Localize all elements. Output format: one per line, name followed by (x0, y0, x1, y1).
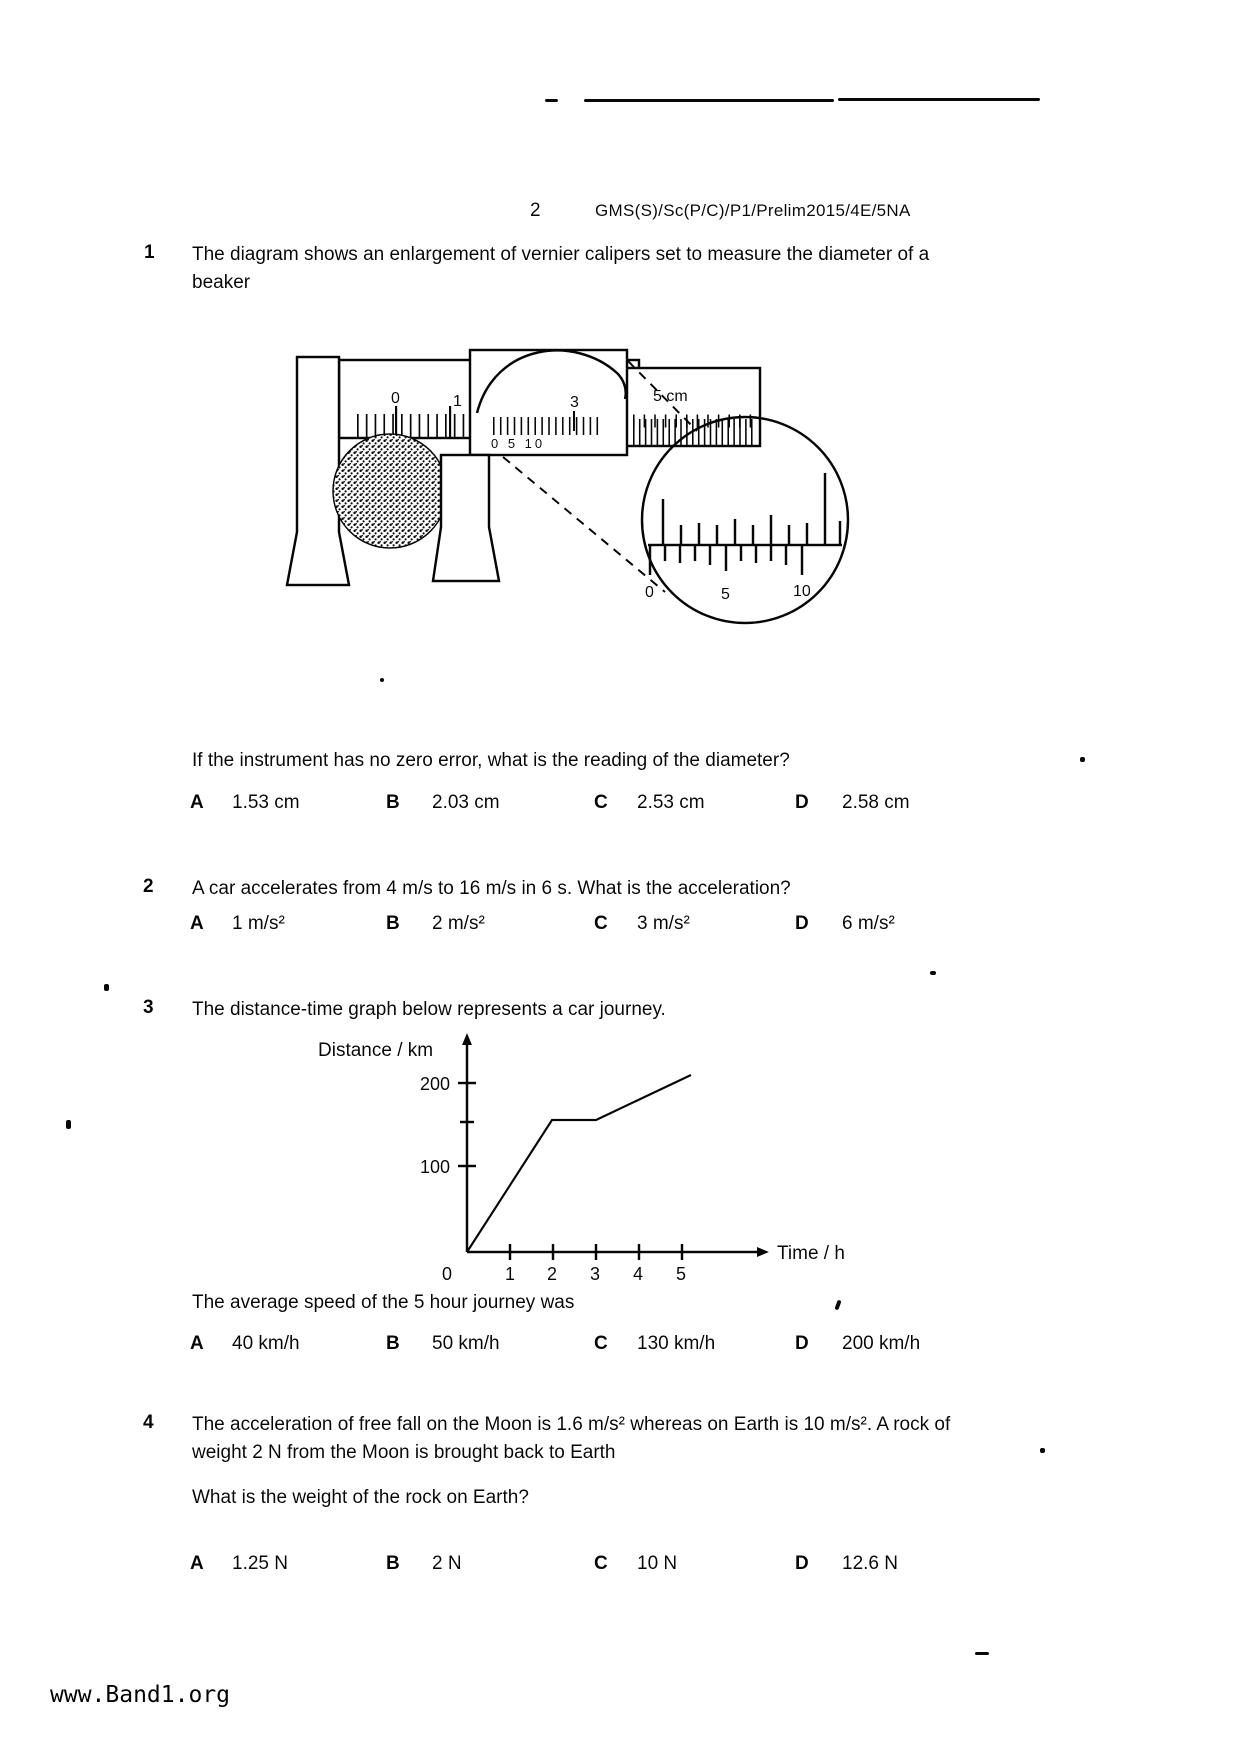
graph-xtick-label-3: 3 (590, 1264, 601, 1284)
option-value: 50 km/h (432, 1333, 500, 1354)
graph-journey-line (467, 1075, 691, 1252)
option-label: D (795, 913, 809, 934)
graph-xtick-label-1: 1 (505, 1264, 516, 1284)
scan-artifact (104, 984, 109, 991)
graph-y-axis-arrow (462, 1033, 472, 1045)
scan-artifact (930, 971, 936, 975)
magnified-vernier-ticks (650, 545, 802, 575)
option-label: C (594, 1333, 608, 1354)
magnified-label-10: 10 (793, 583, 811, 600)
option-value: 40 km/h (232, 1333, 300, 1354)
magnified-main-ticks (663, 473, 840, 545)
magnifier-circle (642, 417, 848, 623)
scan-artifact (838, 98, 1040, 101)
graph-ytick-label-100: 100 (419, 1157, 450, 1177)
option-value: 2.03 cm (432, 792, 500, 813)
question-1-number: 1 (144, 242, 155, 263)
magnified-label-0: 0 (645, 584, 654, 601)
option-value: 2 m/s² (432, 913, 485, 934)
caliper-main-scale-label-1: 1 (453, 393, 462, 410)
option-label: B (386, 913, 400, 934)
beaker-cross-section (333, 434, 447, 548)
graph-ytick-label-200: 200 (419, 1074, 450, 1094)
question-1-text: The diagram shows an enlargement of vernier calipers set to measure the diameter of a beaker (192, 244, 930, 293)
scan-artifact (1080, 757, 1085, 762)
option-label: A (190, 792, 204, 813)
graph-xtick-label-2: 2 (547, 1264, 558, 1284)
option-value: 1.53 cm (232, 792, 300, 813)
question-3-prompt: The average speed of the 5 hour journey was (192, 1292, 575, 1313)
question-2-options (190, 913, 1140, 941)
vernier-scale-label: 0 5 10 (491, 436, 546, 451)
option-label: C (594, 913, 608, 934)
footer-url: www.Band1.org (50, 1682, 231, 1708)
caliper-main-scale-label-5cm: 5 cm (653, 388, 688, 405)
option-label: B (386, 792, 400, 813)
question-4-options (190, 1553, 1140, 1581)
option-label: C (594, 792, 608, 813)
graph-xtick-label-0: 0 (442, 1264, 453, 1284)
option-label: C (594, 1553, 608, 1574)
caliper-main-scale-label-3: 3 (570, 394, 579, 411)
scan-artifact (380, 678, 384, 682)
magnified-label-5: 5 (721, 586, 730, 603)
paper-code: GMS(S)/Sc(P/C)/P1/Prelim2015/4E/5NA (595, 201, 911, 220)
magnifier-cone-line (503, 457, 665, 592)
option-label: A (190, 913, 204, 934)
page-number: 2 (530, 200, 541, 221)
option-value: 2.53 cm (637, 792, 705, 813)
option-value: 3 m/s² (637, 913, 690, 934)
caliper-main-scale-label-0: 0 (391, 390, 400, 407)
scan-artifact (834, 1300, 841, 1311)
option-label: B (386, 1333, 400, 1354)
scan-artifact (66, 1120, 71, 1129)
option-value: 2 N (432, 1553, 462, 1574)
graph-xtick-label-4: 4 (633, 1264, 644, 1284)
question-1-prompt: If the instrument has no zero error, what is the reading of the diameter? (192, 750, 790, 771)
distance-time-graph (290, 1028, 850, 1288)
graph-x-axis-label: Time / h (777, 1243, 845, 1264)
option-value: 12.6 N (842, 1553, 898, 1574)
graph-y-axis-label: Distance / km (318, 1040, 434, 1061)
graph-x-axis-arrow (757, 1247, 769, 1257)
option-value: 1 m/s² (232, 913, 285, 934)
option-value: 2.58 cm (842, 792, 910, 813)
option-label: D (795, 1333, 809, 1354)
option-value: 1.25 N (232, 1553, 288, 1574)
scan-artifact (1040, 1448, 1045, 1453)
question-4-prompt: What is the weight of the rock on Earth? (192, 1487, 529, 1508)
scan-artifact (545, 99, 558, 102)
question-1-options (190, 792, 1140, 820)
option-value: 200 km/h (842, 1333, 921, 1354)
option-value: 130 km/h (637, 1333, 716, 1354)
scan-artifact (584, 99, 834, 102)
option-value: 6 m/s² (842, 913, 895, 934)
vernier-caliper-diagram (245, 295, 885, 655)
scan-artifact (975, 1652, 989, 1655)
caliper-movable-jaw (433, 455, 499, 581)
question-3-options (190, 1333, 1140, 1361)
option-value: 10 N (637, 1553, 678, 1574)
option-label: D (795, 792, 809, 813)
option-label: D (795, 1553, 809, 1574)
question-2-text: A car accelerates from 4 m/s to 16 m/s in 6 s. What is the acceleration? (192, 878, 791, 899)
graph-xtick-label-5: 5 (676, 1264, 687, 1284)
option-label: B (386, 1553, 400, 1574)
question-4-text: The acceleration of free fall on the Moon is 1.6 m/s² whereas on Earth is 10 m/s². A rock of weight 2 N from the Moon is brought back to Earth (192, 1414, 951, 1463)
question-3-number: 3 (143, 997, 154, 1018)
question-3-text: The distance-time graph below represents a car journey. (192, 999, 666, 1020)
option-label: A (190, 1553, 204, 1574)
question-2-number: 2 (143, 876, 154, 897)
question-4-number: 4 (143, 1412, 154, 1433)
option-label: A (190, 1333, 204, 1354)
